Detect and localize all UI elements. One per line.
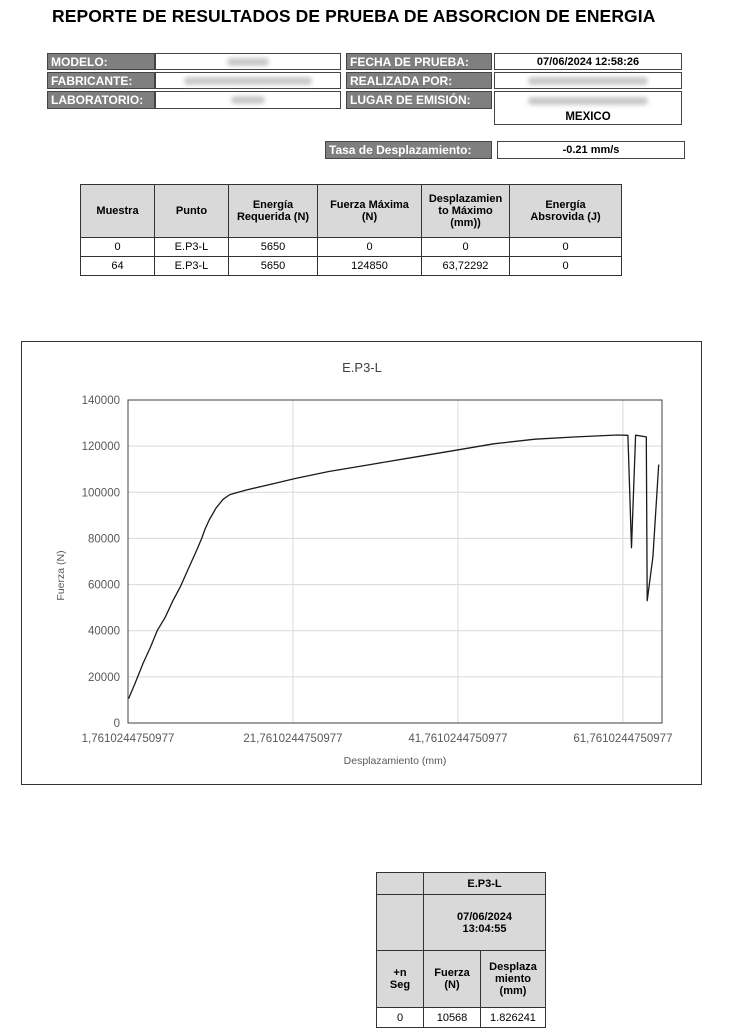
cell: 63,72292 <box>422 257 510 276</box>
cell: E.P3-L <box>155 238 229 257</box>
y-tick-label: 60000 <box>88 579 120 592</box>
header-fuerza-maxima: Fuerza Máxima (N) <box>318 185 422 238</box>
cell: 0 <box>81 238 155 257</box>
cell: 10568 <box>424 1008 481 1028</box>
realizada-value <box>494 72 682 89</box>
sample-datetime: 07/06/2024 13:04:55 <box>424 895 546 951</box>
series-line <box>129 435 659 699</box>
laboratorio-label: LABORATORIO: <box>47 91 155 109</box>
cell: 0 <box>318 238 422 257</box>
tasa-value: -0.21 mm/s <box>497 141 685 159</box>
cell: 0 <box>422 238 510 257</box>
header-energia-absorbida: Energía Absrovida (J) <box>510 185 622 238</box>
fecha-value: 07/06/2024 12:58:26 <box>494 53 682 70</box>
data-table <box>376 872 546 1028</box>
x-tick-label: 61,7610244750977 <box>573 733 673 745</box>
fecha-label: FECHA DE PRUEBA: <box>346 53 492 70</box>
y-tick-label: 120000 <box>81 441 120 454</box>
header-muestra: Muestra <box>81 185 155 238</box>
sample-name: E.P3-L <box>424 873 546 895</box>
header-desplazamiento: Desplaza miento (mm) <box>481 951 546 1008</box>
cell: 5650 <box>229 238 318 257</box>
x-axis-label: Desplazamiento (mm) <box>343 755 447 767</box>
cell: 5650 <box>229 257 318 276</box>
cell: 0 <box>377 1008 424 1028</box>
force-displacement-chart <box>21 341 702 785</box>
table-row <box>81 257 622 276</box>
y-tick-label: 100000 <box>81 487 120 500</box>
cell: 0 <box>510 257 622 276</box>
table-row <box>81 238 622 257</box>
y-tick-label: 140000 <box>81 395 120 407</box>
results-table <box>80 184 622 276</box>
cell: 124850 <box>318 257 422 276</box>
y-tick-label: 20000 <box>88 671 120 684</box>
chart-svg <box>22 342 701 784</box>
y-tick-label: 40000 <box>88 625 120 638</box>
fabricante-label: FABRICANTE: <box>47 72 155 89</box>
y-axis-label: Fuerza (N) <box>55 550 67 601</box>
lugar-country: MEXICO <box>565 111 611 123</box>
header-fuerza: Fuerza (N) <box>424 951 481 1008</box>
lugar-label: LUGAR DE EMISIÓN: <box>346 91 492 109</box>
cell: 0 <box>510 238 622 257</box>
x-tick-label: 1,7610244750977 <box>81 733 175 745</box>
modelo-label: MODELO: <box>47 53 155 70</box>
header-desplazamiento-maximo: Desplazamien to Máximo (mm)) <box>422 185 510 238</box>
table-row <box>377 1008 546 1028</box>
realizada-label: REALIZADA POR: <box>346 72 492 89</box>
cell: 1.826241 <box>481 1008 546 1028</box>
modelo-value <box>155 53 341 70</box>
corner-cell <box>377 873 424 895</box>
cell: 64 <box>81 257 155 276</box>
header-seg: +n Seg <box>377 951 424 1008</box>
fabricante-value <box>155 72 341 89</box>
lugar-value <box>494 91 682 125</box>
report-title: REPORTE DE RESULTADOS DE PRUEBA DE ABSORCION DE ENERGIA <box>52 6 656 26</box>
tasa-label: Tasa de Desplazamiento: <box>325 141 492 159</box>
y-tick-label: 0 <box>113 718 120 730</box>
chart-title: E.P3-L <box>342 360 382 375</box>
y-tick-label: 80000 <box>88 533 120 546</box>
cell: E.P3-L <box>155 257 229 276</box>
header-energia-requerida: Energía Requerida (N) <box>229 185 318 238</box>
corner-cell <box>377 895 424 951</box>
plot-area-border <box>128 400 662 723</box>
header-punto: Punto <box>155 185 229 238</box>
x-tick-label: 41,7610244750977 <box>408 733 508 745</box>
x-tick-label: 21,7610244750977 <box>243 733 343 745</box>
laboratorio-value <box>155 91 341 109</box>
